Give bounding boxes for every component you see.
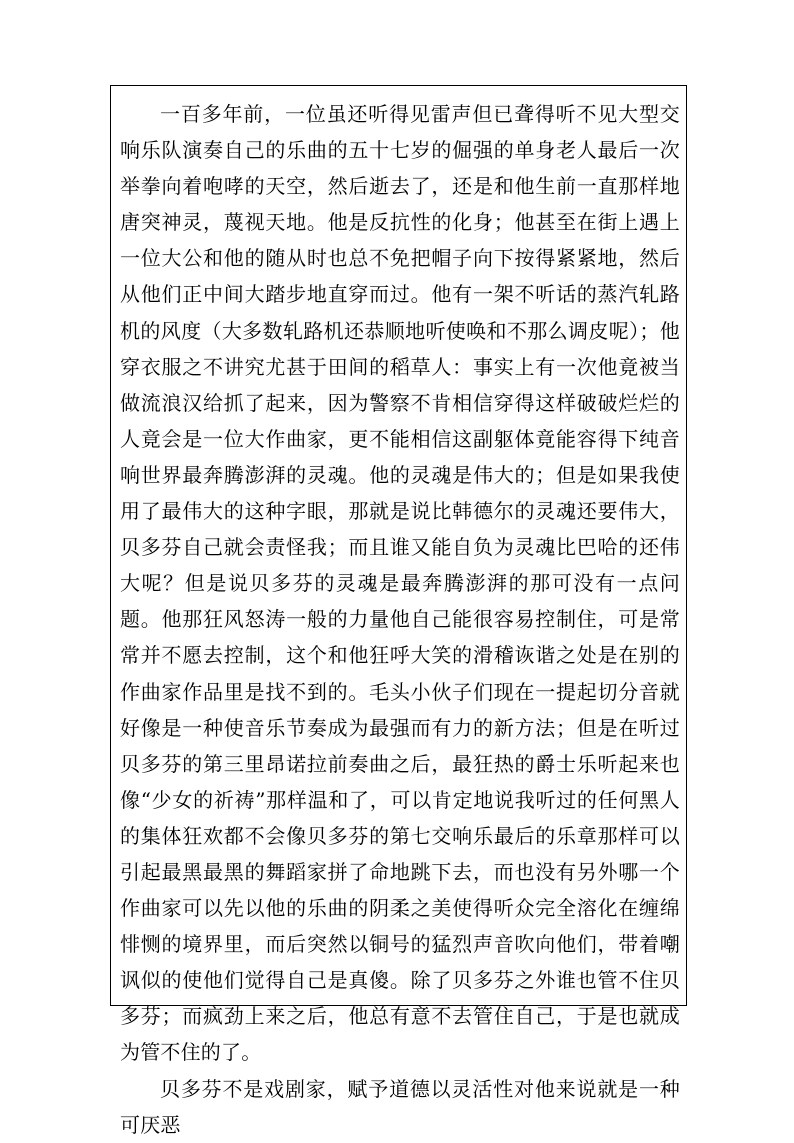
paragraph-1: 一百多年前，一位虽还听得见雷声但已聋得听不见大型交响乐队演奏自己的乐曲的五十七岁的倔强的单身老人最后一次举拳向着咆哮的天空，然后逝去了，还是和他生前一直那样地唐突神灵，蔑视天地。他是反抗性的化身；他甚至在街上遇上一位大公和他的随从时也总不免把帽子向下按得紧紧地，然后从他们正中间大踏步地直穿而过。他有一架不听话的蒸汽轧路机的风度（大多数轧路机还恭顺地听使唤和不那么调皮呢）；他穿衣服之不讲究尤甚于田间的稻草人：事实上有一次他竟被当做流浪汉给抓了起来，因为警察不肯相信穿得这样破破烂烂的人竟会是一位大作曲家，更不能相信这副躯体竟能容得下纯音响世界最奔腾澎湃的灵魂。他的灵魂是伟大的；但是如果我使用了最伟大的这种字眼，那就是说比韩德尔的灵魂还要伟大，贝多芬自己就会责怪我；而且谁又能自负为灵魂比巴哈的还伟大呢？但是说贝多芬的灵魂是最奔腾澎湃的那可没有一点问题。他那狂风怒涛一般的力量他自己能很容易控制住，可是常常并不愿去控制，这个和他狂呼大笑的滑稽诙谐之处是在别的作曲家作品里是找不到的。毛头小伙子们现在一提起切分音就好像是一种使音乐节奏成为最强而有力的新方法；但是在听过贝多芬的第三里昂诺拉前奏曲之后，最狂热的爵士乐听起来也像“少女的祈祷”那样温和了，可以肯定地说我听过的任何黑人的集体狂欢都不会像贝多芬的第七交响乐最后的乐章那样可以引起最黑最黑的舞蹈家拼了命地跳下去，而也没有另外哪一个作曲家可以先以他的乐曲的阴柔之美使得听众完全溶化在缠绵悱恻的境界里，而后突然以铜号的猛烈声音吹向他们，带着嘲讽似的使他们觉得自己是真傻。除了贝多芬之外谁也管不住贝多芬；而疯劲上来之后，他总有意不去管住自己，于是也就成为管不住的了。 bbox=[120, 102, 680, 1065]
essay-body bbox=[120, 96, 680, 1143]
text-frame bbox=[110, 85, 687, 1137]
paragraph-2: 贝多芬不是戏剧家，赋予道德以灵活性对他来说就是一种可厌恶 bbox=[120, 1076, 680, 1137]
